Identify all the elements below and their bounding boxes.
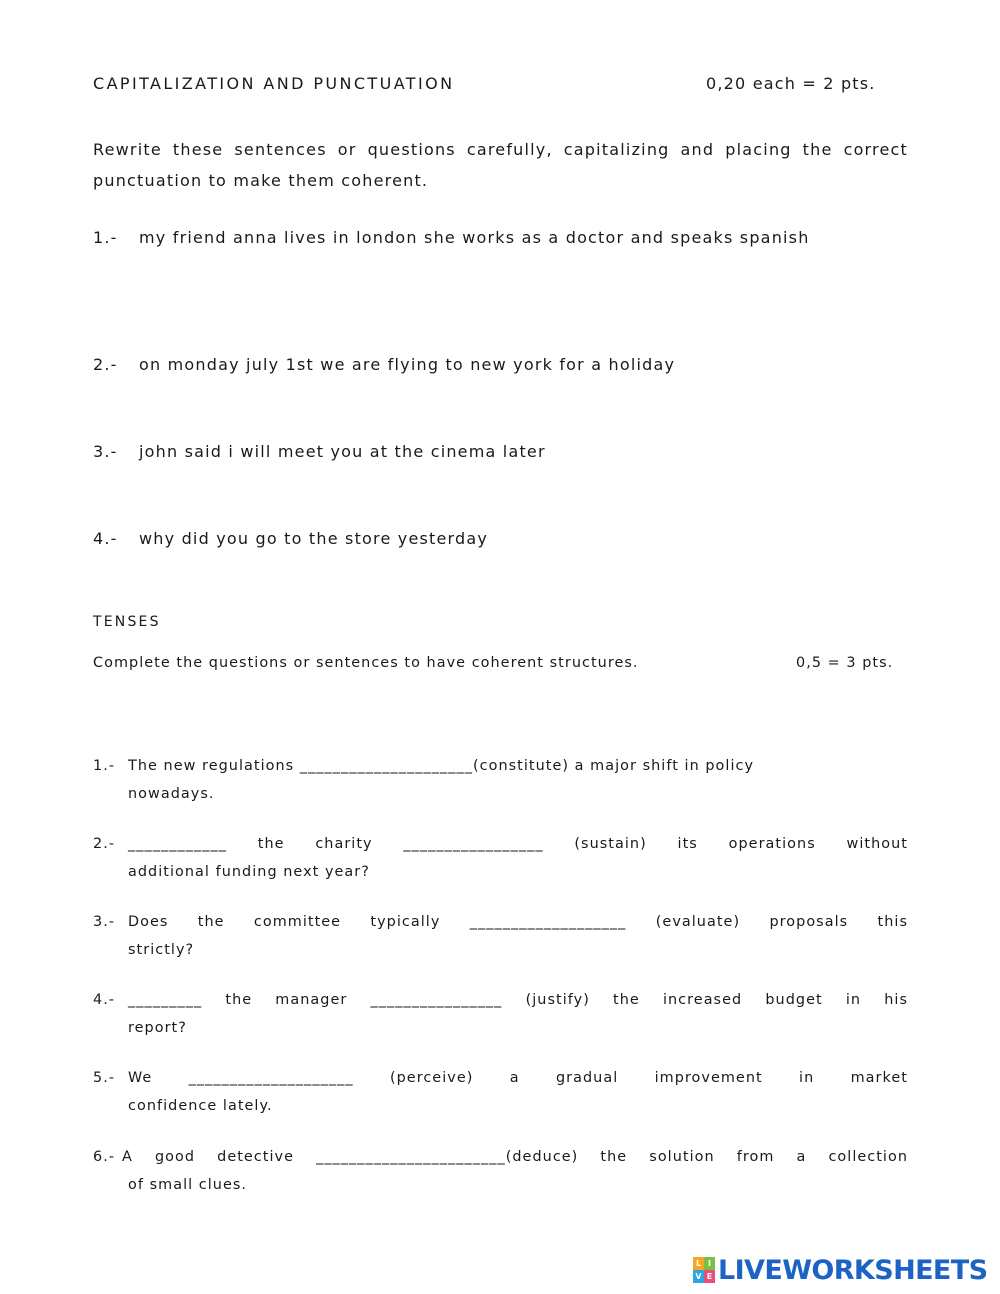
item-number: 2.- bbox=[93, 355, 118, 374]
item-text-line2: strictly? bbox=[128, 942, 195, 958]
tenses-item-4 bbox=[93, 986, 908, 1042]
capitalization-item-4 bbox=[93, 523, 908, 554]
capitalization-item-3 bbox=[93, 436, 908, 467]
item-text-line1: ____________ the charity _________________ (sustain) its operations without bbox=[128, 836, 908, 852]
tenses-item-1 bbox=[93, 752, 908, 808]
item-text-line1: Does the committee typically ___________________ (evaluate) proposals this bbox=[128, 914, 908, 930]
item-text-line1: The new regulations _____________________(constitute) a major shift in policy bbox=[128, 758, 755, 774]
item-number: 4.- bbox=[93, 992, 116, 1008]
tenses-item-2 bbox=[93, 830, 908, 886]
section-points-capitalization: 0,20 each = 2 pts. bbox=[706, 74, 876, 93]
capitalization-instructions: Rewrite these sentences or questions carefully, capitalizing and placing the correct punctuation to make them coherent. bbox=[93, 140, 908, 190]
section-title-capitalization: CAPITALIZATION AND PUNCTUATION bbox=[93, 74, 455, 93]
item-text: why did you go to the store yesterday bbox=[139, 529, 489, 548]
tenses-item-3 bbox=[93, 908, 908, 964]
item-text-line1: _________ the manager ________________ (justify) the increased budget in his bbox=[128, 992, 908, 1008]
item-text-line2: report? bbox=[128, 1020, 187, 1036]
tenses-instructions: Complete the questions or sentences to have coherent structures. bbox=[93, 655, 639, 671]
item-number: 3.- bbox=[93, 914, 116, 930]
item-text: my friend anna lives in london she works as a doctor and speaks spanish bbox=[139, 228, 810, 247]
item-text-line2: of small clues. bbox=[128, 1177, 248, 1193]
tenses-item-5 bbox=[93, 1064, 908, 1120]
section-title-tenses: TENSES bbox=[93, 614, 161, 630]
logo-badge-icon: L I V E bbox=[693, 1257, 715, 1283]
item-number: 5.- bbox=[93, 1070, 116, 1086]
item-text-line1: A good detective _______________________(deduce) the solution from a collection bbox=[122, 1149, 908, 1165]
item-text-line1: We ____________________ (perceive) a gradual improvement in market bbox=[128, 1070, 908, 1086]
tenses-item-6 bbox=[93, 1143, 908, 1199]
logo-text: LIVEWORKSHEETS bbox=[718, 1254, 988, 1286]
item-text-line2: nowadays. bbox=[128, 786, 215, 802]
section-points-tenses: 0,5 = 3 pts. bbox=[796, 655, 894, 671]
item-number: 3.- bbox=[93, 442, 118, 461]
capitalization-item-1 bbox=[93, 222, 908, 253]
item-text: on monday july 1st we are flying to new york for a holiday bbox=[139, 355, 676, 374]
item-number: 2.- bbox=[93, 836, 116, 852]
item-number: 6.- bbox=[93, 1149, 116, 1165]
capitalization-item-2 bbox=[93, 349, 908, 380]
item-number: 4.- bbox=[93, 529, 118, 548]
item-text-line2: additional funding next year? bbox=[128, 864, 370, 880]
liveworksheets-logo bbox=[693, 1254, 987, 1286]
item-number: 1.- bbox=[93, 228, 118, 247]
item-text-line2: confidence lately. bbox=[128, 1098, 273, 1114]
item-text: john said i will meet you at the cinema later bbox=[139, 442, 546, 461]
item-number: 1.- bbox=[93, 758, 116, 774]
